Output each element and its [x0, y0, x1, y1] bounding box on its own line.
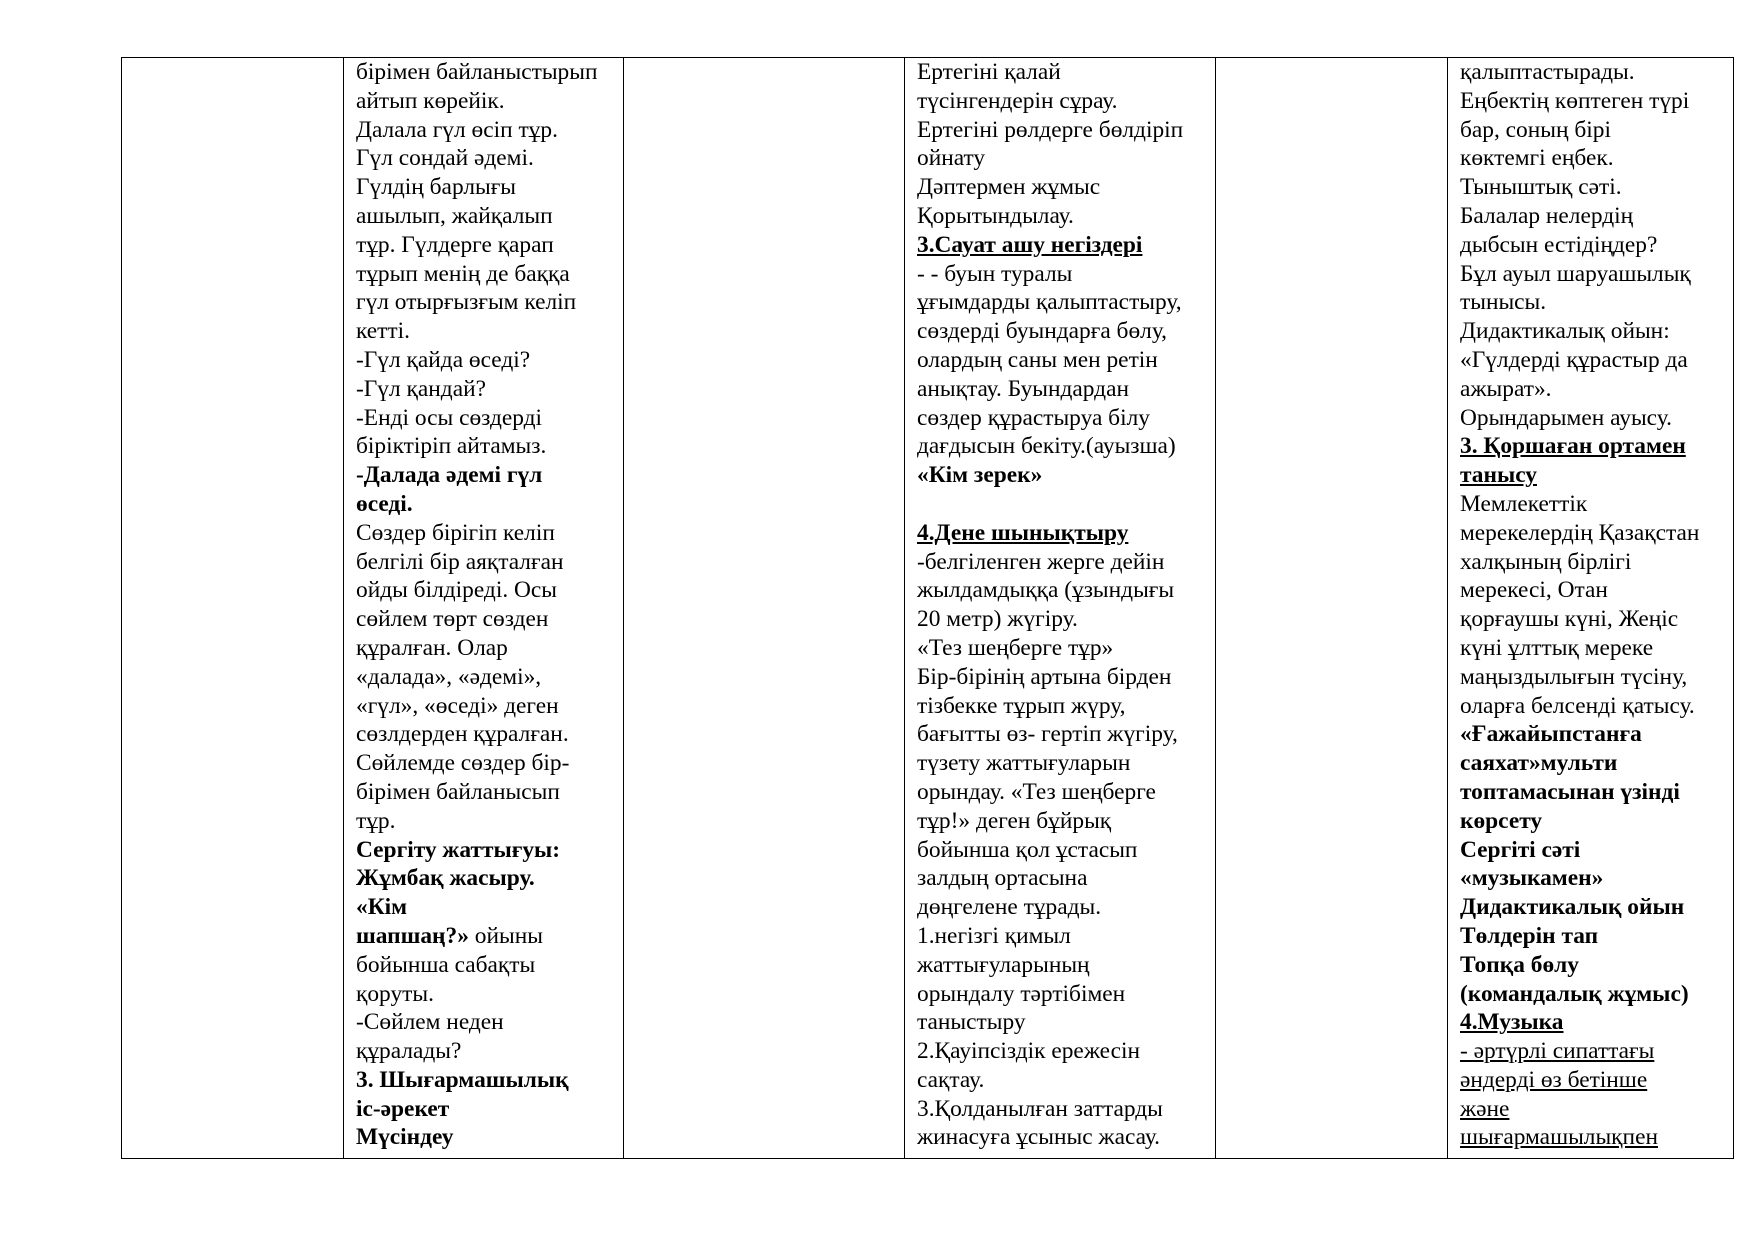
text-line: топтамасынан үзінді	[1460, 778, 1680, 805]
text-line: өседі.	[356, 490, 413, 517]
text-line: көрсету	[1460, 807, 1543, 834]
text-line: Гүл сондай әдемі.	[356, 145, 534, 172]
text-line: таныстыру	[917, 1009, 1026, 1036]
text-line: «Гүлдерді құрастыр да	[1460, 346, 1688, 373]
text-line: сөздер құрастыруа білу	[917, 404, 1150, 431]
text-line: «гүл», «өседі» деген	[356, 692, 559, 719]
text-line: қорғаушы күні, Жеңіс	[1460, 606, 1679, 633]
text-line: тынысы.	[1460, 289, 1547, 316]
lesson-plan-table	[121, 57, 1734, 1159]
text-line: тізбекке тұрып жүру,	[917, 692, 1126, 719]
text-line: «Ғажайыпстанға	[1460, 721, 1642, 748]
column-1-cell	[122, 58, 344, 1159]
text-line: орындалу тәртібімен	[917, 980, 1126, 1007]
text-line: сөзлдерден құралған.	[356, 721, 569, 748]
text-line: кетті.	[356, 318, 410, 345]
text-line: тұр!» деген бұйрық	[917, 807, 1112, 834]
text-line: -Гүл қайда өседі?	[356, 346, 531, 373]
text-line: Далала гүл өсіп тұр.	[356, 116, 558, 143]
text-line: сөйлем төрт сөзден	[356, 606, 549, 633]
text-line: бірімен байланысып	[356, 778, 560, 805]
column-3-cell	[624, 58, 905, 1159]
text-line: Жұмбақ жасыру.	[356, 865, 535, 892]
text-line: сөздерді буындарға бөлу,	[917, 318, 1168, 345]
text-line: -Далада әдемі гүл	[356, 462, 543, 489]
text-line: жинасуға ұсыныс жасау.	[917, 1124, 1161, 1151]
text-line: Мүсіндеу	[356, 1124, 454, 1151]
text-line: орындау. «Тез шеңберге	[917, 778, 1156, 805]
text-line: маңыздылығын түсіну,	[1460, 663, 1688, 690]
text-line: бойынша сабақты	[356, 951, 536, 978]
text-line: күні ұлттық мереке	[1460, 634, 1654, 661]
text-line: сақтау.	[917, 1066, 985, 1093]
text-line: «Кім	[356, 894, 408, 921]
text-line: түзету жаттығуларын	[917, 750, 1131, 777]
text-line: -Енді осы сөздерді	[356, 404, 543, 431]
text-line: Гүлдің барлығы	[356, 174, 517, 201]
text-line: 3. Шығармашылық	[356, 1066, 569, 1093]
text-line: Сергіту жаттығуы:	[356, 836, 561, 863]
text-line: әндерді өз бетінше	[1460, 1066, 1648, 1093]
text-line: 4.Музыка	[1460, 1009, 1564, 1036]
text-line: халқының бірлігі	[1460, 548, 1632, 575]
text-line: олардың саны мен ретін	[917, 346, 1158, 373]
text-line: -белгіленген жерге дейін	[917, 548, 1165, 575]
text-line: 20 метр) жүгіру.	[917, 606, 1078, 633]
text-line: біріктіріп айтамыз.	[356, 433, 547, 460]
text-line	[917, 490, 1207, 519]
text-line: Топқа бөлу	[1460, 951, 1579, 978]
text-line: Сергіті сәті	[1460, 836, 1581, 863]
text-line: Бұл ауыл шаруашылық	[1460, 260, 1691, 287]
text-line: қалыптастырады.	[1460, 59, 1635, 85]
text-line: 4.Дене шынықтыру	[917, 519, 1129, 546]
text-line: шығармашылықпен	[1460, 1124, 1658, 1151]
text-line: Дидактикалық ойын	[1460, 894, 1685, 921]
text-line: ашылып, жайқалып	[356, 202, 553, 229]
text-line: саяхат»мульти	[1460, 750, 1618, 777]
text-line: жаттығуларының	[917, 951, 1090, 978]
column-2-cell	[344, 58, 624, 1159]
text-line: бірімен байланыстырып	[356, 59, 598, 85]
text-line: 3.Сауат ашу негіздері	[917, 231, 1143, 258]
text-line: Балалар нелердің	[1460, 202, 1634, 229]
text-line: Төлдерін тап	[1460, 922, 1599, 949]
text-line: ажырат».	[1460, 375, 1552, 402]
text-line: тұр. Гүлдерге қарап	[356, 231, 554, 258]
text-line: залдың ортасына	[917, 865, 1088, 892]
column-5-cell	[1216, 58, 1448, 1159]
text-line: ойды білдіреді. Осы	[356, 577, 558, 604]
text-line: іс-әрекет	[356, 1095, 450, 1122]
text-line: Ертегіні рөлдерге бөлдіріп	[917, 116, 1184, 143]
text-line: Бір-бірінің артына бірден	[917, 663, 1172, 690]
text-line: Дидактикалық ойын:	[1460, 318, 1670, 345]
text-line: «далада», «әдемі»,	[356, 663, 542, 690]
text-line: - әртүрлі сипаттағы	[1460, 1038, 1655, 1065]
text-line: Сөйлемде сөздер бір-	[356, 750, 570, 777]
text-line: танысу	[1460, 462, 1537, 489]
text-line: дыбсын естідіңдер?	[1460, 231, 1658, 258]
text-line: ұғымдарды қалыптастыру,	[917, 289, 1182, 316]
table-row	[122, 58, 1734, 1159]
text-line: -Сөйлем неден	[356, 1009, 504, 1036]
text-line: Мемлекеттік	[1460, 490, 1588, 517]
text-line: дөңгелене тұрады.	[917, 894, 1102, 921]
text-line: Дәптермен жұмыс	[917, 174, 1101, 201]
text-line: түсінгендерін сұрау.	[917, 87, 1118, 114]
column-6-cell	[1448, 58, 1734, 1159]
text-line: «Тез шеңберге тұр»	[917, 634, 1114, 661]
text-line: және	[1460, 1095, 1510, 1122]
text-line: белгілі бір аяқталған	[356, 548, 564, 575]
text-line: «Кім зерек»	[917, 462, 1043, 489]
text-line: дағдысын бекіту.(ауызша)	[917, 433, 1176, 460]
text-line: қоруты.	[356, 980, 434, 1007]
text-line: «музыкамен»	[1460, 865, 1604, 892]
column-4-cell	[905, 58, 1216, 1159]
text-line: шапшаң?» ойыны	[356, 922, 543, 949]
text-line: анықтау. Буындардан	[917, 375, 1129, 402]
text-line: Тыныштық сәті.	[1460, 174, 1622, 201]
text-line: Ертегіні қалай	[917, 59, 1061, 85]
text-line: гүл отырғызғым келіп	[356, 289, 577, 316]
text-line: -Гүл қандай?	[356, 375, 486, 402]
text-line: мерекелердің Қазақстан	[1460, 519, 1700, 546]
text-line: мерекесі, Отан	[1460, 577, 1608, 604]
text-line: құралған. Олар	[356, 634, 508, 661]
text-line: бойынша қол ұстасып	[917, 836, 1138, 863]
text-line: - - буын туралы	[917, 260, 1073, 287]
text-line: көктемгі еңбек.	[1460, 145, 1614, 172]
text-line: құралады?	[356, 1038, 462, 1065]
text-line: айтып көрейік.	[356, 87, 505, 114]
text-line: оларға белсенді қатысу.	[1460, 692, 1695, 719]
text-line: Қорытындылау.	[917, 202, 1074, 229]
text-line: 3. Қоршаған ортамен	[1460, 433, 1686, 460]
text-line: Орындарымен ауысу.	[1460, 404, 1672, 431]
text-line: (командалық жұмыс)	[1460, 980, 1689, 1007]
text-line: бағытты өз- гертіп жүгіру,	[917, 721, 1178, 748]
text-line: Еңбектің көптеген түрі	[1460, 87, 1690, 114]
text-line: 2.Қауіпсіздік ережесін	[917, 1038, 1141, 1065]
text-line: 1.негізгі қимыл	[917, 922, 1071, 949]
text-line: бар, соның бірі	[1460, 116, 1611, 143]
text-line: 3.Қолданылған заттарды	[917, 1095, 1163, 1122]
text-line: Сөздер бірігіп келіп	[356, 519, 555, 546]
text-line: тұр.	[356, 807, 396, 834]
text-line: тұрып менің де баққа	[356, 260, 570, 287]
text-line: жылдамдыққа (ұзындығы	[917, 577, 1175, 604]
text-line: ойнату	[917, 145, 986, 172]
